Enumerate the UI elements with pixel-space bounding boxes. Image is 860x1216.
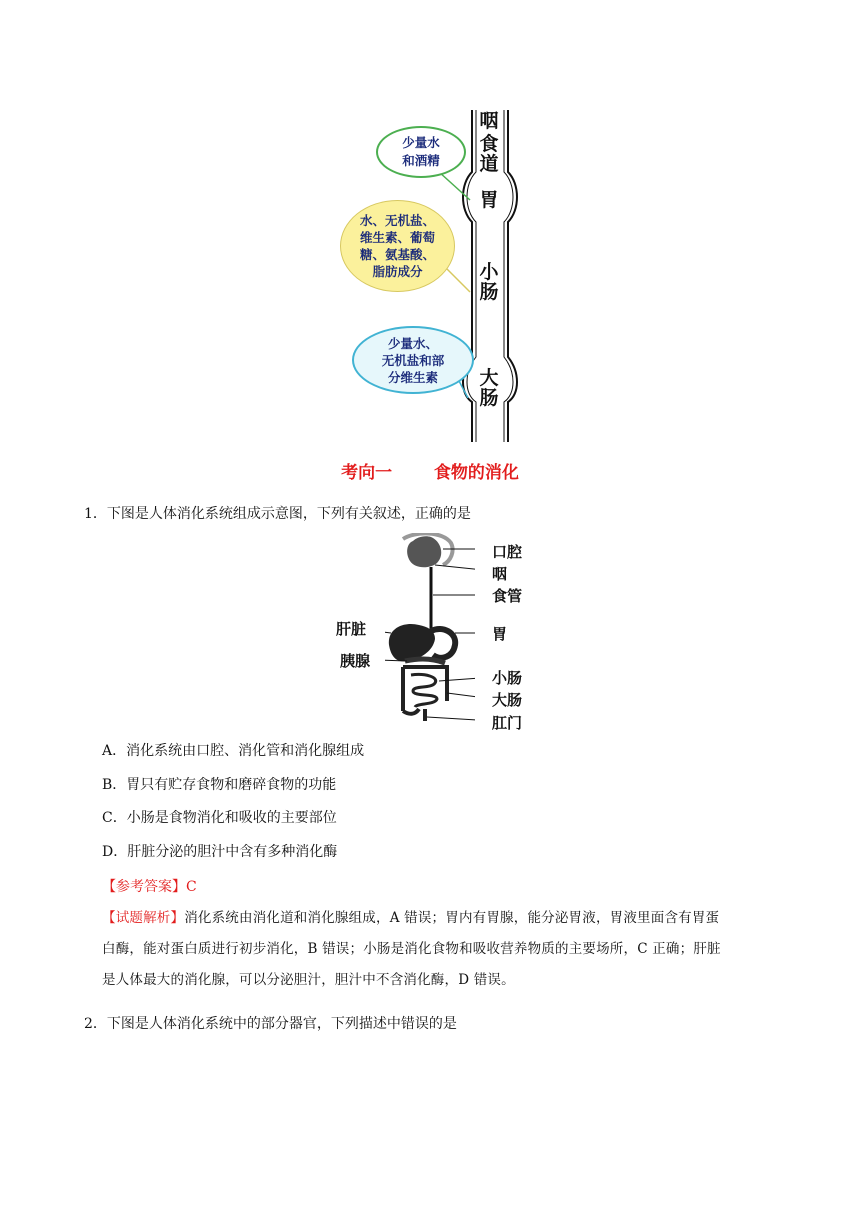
analysis-line-3: 是人体最大的消化腺，可以分泌胆汁，胆汁中不含消化酶，D 错误。: [102, 972, 515, 988]
section-heading: 食物的消化: [433, 463, 519, 483]
bubble2-line4: 脂肪成分: [372, 264, 423, 279]
tube-label-stomach: 胃: [479, 189, 499, 211]
tube-label-large-intestine: [474, 368, 504, 408]
label-stomach: 胃: [492, 625, 508, 643]
label-pancreas: 胰腺: [340, 652, 371, 670]
tube-label-pharynx: 咽: [479, 110, 499, 132]
label-liver: 肝脏: [336, 620, 367, 638]
question-1-stem: 1．下图是人体消化系统组成示意图，下列有关叙述，正确的是: [84, 506, 471, 522]
tube-right-wall: [508, 110, 517, 442]
label-small-intestine: 小肠: [492, 669, 523, 687]
mouth-shape: [407, 536, 441, 567]
tube-label-small-intestine: [474, 262, 504, 302]
bubble1-line1: 少量水: [402, 135, 440, 150]
bubble2-line3: 糖、氨基酸、: [359, 247, 435, 262]
label-large-intestine: 大肠: [492, 691, 523, 709]
label-pharynx: 咽: [492, 565, 508, 583]
bubble2-line2: 维生素、葡萄: [359, 230, 435, 245]
analysis-text-1: 消化系统由消化道和消化腺组成，A 错误；胃内有胃腺，能分泌胃液，胃液里面含有胃蛋: [184, 910, 720, 926]
bubble3-line3: 分维生素: [387, 369, 438, 385]
tube-label-esophagus-text: 食道: [479, 133, 499, 175]
bubble-stomach-absorption: [376, 126, 466, 178]
question-2-stem: 2．下图是人体消化系统中的部分器官，下列描述中错误的是: [84, 1016, 457, 1032]
reference-answer: [102, 876, 197, 896]
label-esophagus: 食管: [492, 587, 523, 605]
answer-label: 【参考答案】: [102, 879, 186, 895]
option-a: A．消化系统由口腔、消化管和消化腺组成: [102, 743, 365, 759]
option-c: C．小肠是食物消化和吸收的主要部位: [102, 810, 337, 826]
label-mouth: 口腔: [492, 543, 523, 561]
analysis-line-2: 白酶，能对蛋白质进行初步消化，B 错误；小肠是消化食物和吸收营养物质的主要场所，C 正确；肝脏: [102, 941, 721, 957]
analysis-label: 【试题解析】: [102, 910, 185, 926]
section-prefix: 考向一: [341, 463, 393, 483]
analysis: [102, 903, 792, 996]
stomach-shape: [431, 629, 455, 658]
bubble2-line1: 水、无机盐、: [359, 213, 435, 228]
bubble3-line2: 无机盐和部: [381, 352, 445, 368]
tube-label-large-intestine-text: 大肠: [479, 367, 499, 409]
option-d: D．肝脏分泌的胆汁中含有多种消化酶: [102, 844, 338, 860]
analysis-line-1: [102, 903, 792, 934]
bubble-large-intestine-absorption: [352, 326, 474, 394]
digestive-system-figure: [385, 533, 475, 723]
answer-value: C: [186, 879, 197, 895]
bubble3-line1: 少量水、: [387, 335, 438, 351]
option-b: B．胃只有贮存食物和磨碎食物的功能: [102, 777, 337, 793]
small-intestine-shape: [411, 674, 437, 707]
bubble1-line2: 和酒精: [402, 153, 440, 168]
label-anus: 肛门: [492, 714, 523, 732]
liver-shape: [389, 624, 435, 661]
tube-label-esophagus: [474, 134, 504, 174]
tube-label-small-intestine-text: 小肠: [479, 261, 499, 303]
section-title: [0, 458, 860, 483]
bubble-small-intestine-absorption: [340, 200, 455, 292]
pancreas-shape: [405, 659, 445, 663]
